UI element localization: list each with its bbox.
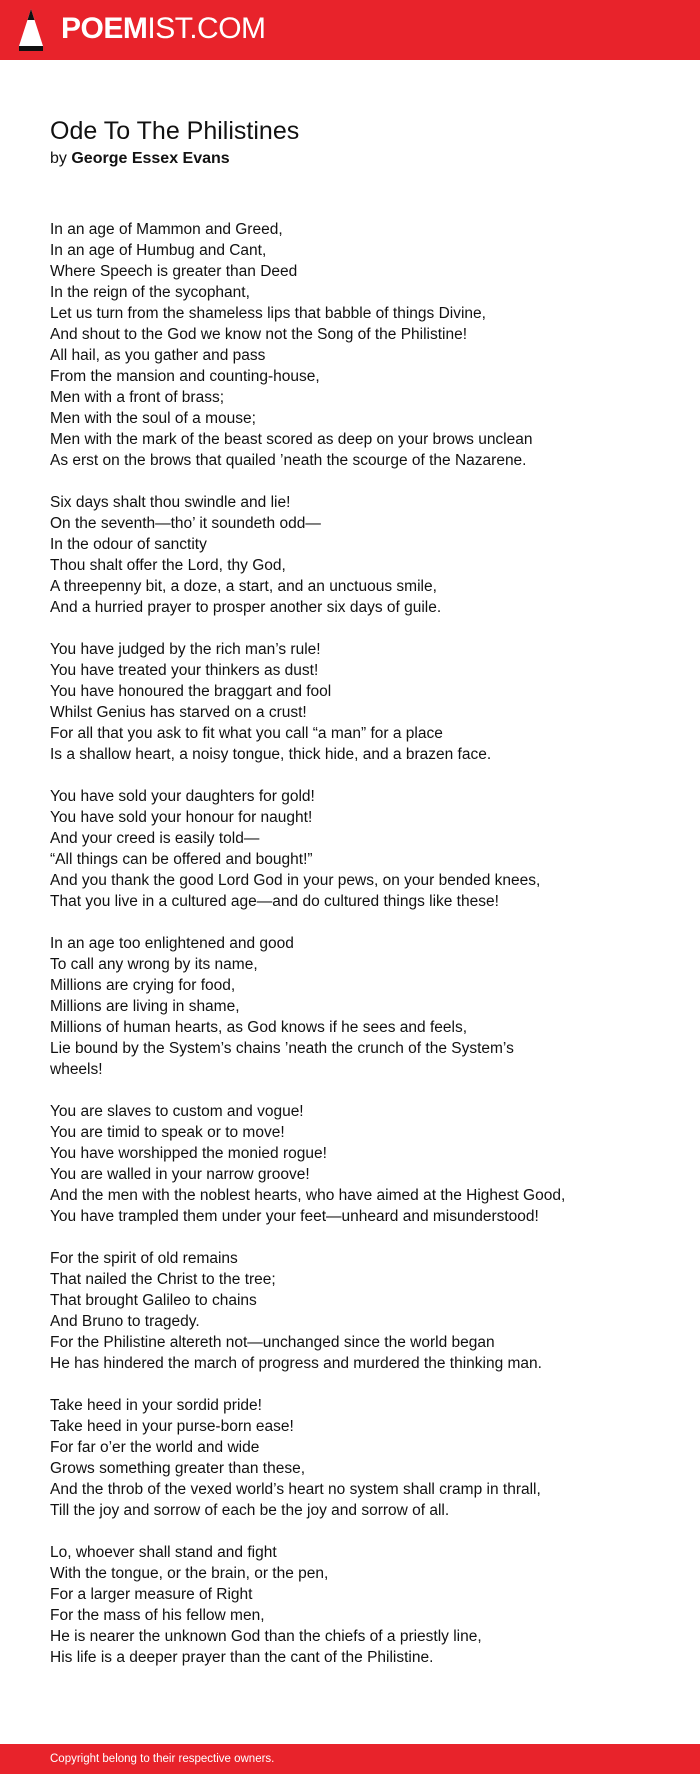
poem-line: wheels!: [50, 1061, 103, 1078]
poem-line: You have trampled them under your feet—unheard and misunderstood!: [50, 1208, 539, 1225]
poem-stanza: [50, 1101, 650, 1227]
logo-bold-text: POEM: [61, 12, 148, 45]
poem-line: Grows something greater than these,: [50, 1460, 306, 1477]
poem-line: For the mass of his fellow men,: [50, 1607, 265, 1624]
poem-line: Till the joy and sorrow of each be the joy and sorrow of all.: [50, 1502, 450, 1519]
poem-line: You are timid to speak or to move!: [50, 1124, 285, 1141]
poem-line: You have treated your thinkers as dust!: [50, 662, 319, 679]
poem-line: Take heed in your purse-born ease!: [50, 1418, 294, 1435]
poem-line: And you thank the good Lord God in your pews, on your bended knees,: [50, 872, 541, 889]
poem-line: That nailed the Christ to the tree;: [50, 1271, 276, 1288]
poem-line: “All things can be offered and bought!”: [50, 851, 313, 868]
poem-line: Lie bound by the System’s chains ’neath the crunch of the System’s: [50, 1040, 514, 1057]
logo-light-text: IST.COM: [147, 12, 266, 45]
poem-line: Lo, whoever shall stand and fight: [50, 1544, 277, 1561]
poem-author: George Essex Evans: [71, 150, 230, 167]
poem-line: And the men with the noblest hearts, who have aimed at the Highest Good,: [50, 1187, 566, 1204]
poem-line: In the reign of the sycophant,: [50, 284, 250, 301]
poem-line: In an age of Humbug and Cant,: [50, 242, 267, 259]
poem-line: For a larger measure of Right: [50, 1586, 253, 1603]
poem-line: All hail, as you gather and pass: [50, 347, 266, 364]
poem-line: Millions of human hearts, as God knows if he sees and feels,: [50, 1019, 467, 1036]
poem-line: Millions are living in shame,: [50, 998, 240, 1015]
poem-stanza: [50, 219, 650, 471]
poem-line: With the tongue, or the brain, or the pen,: [50, 1565, 329, 1582]
poem-line: You have sold your daughters for gold!: [50, 788, 315, 805]
poem-line: Is a shallow heart, a noisy tongue, thick hide, and a brazen face.: [50, 746, 492, 763]
poem-stanza: [50, 786, 650, 912]
poem-line: Millions are crying for food,: [50, 977, 236, 994]
poem-stanza: [50, 639, 650, 765]
poem-line: Six days shalt thou swindle and lie!: [50, 494, 291, 511]
poem-line: Men with the mark of the beast scored as deep on your brows unclean: [50, 431, 533, 448]
poem-line: And shout to the God we know not the Song of the Philistine!: [50, 326, 468, 343]
poem-line: You have worshipped the monied rogue!: [50, 1145, 327, 1162]
poem-line: And a hurried prayer to prosper another six days of guile.: [50, 599, 442, 616]
poem-line: You have honoured the braggart and fool: [50, 683, 332, 700]
poem-title: Ode To The Philistines: [50, 117, 300, 145]
site-logo[interactable]: [61, 9, 266, 49]
poem-line: As erst on the brows that quailed ’neath the scourge of the Nazarene.: [50, 452, 527, 469]
poem-line: Men with the soul of a mouse;: [50, 410, 256, 427]
poem-line: On the seventh—tho’ it soundeth odd—: [50, 515, 321, 532]
poem-stanza: [50, 1248, 650, 1374]
poem-line: Where Speech is greater than Deed: [50, 263, 298, 280]
poem-line: You have judged by the rich man’s rule!: [50, 641, 321, 658]
poem-line: Whilst Genius has starved on a crust!: [50, 704, 307, 721]
poem-line: And the throb of the vexed world’s heart no system shall cramp in thrall,: [50, 1481, 541, 1498]
poem-line: For the spirit of old remains: [50, 1250, 238, 1267]
poem-stanza: [50, 933, 650, 1080]
copyright-notice: Copyright belong to their respective owners.: [50, 1753, 275, 1765]
poem-line: To call any wrong by its name,: [50, 956, 258, 973]
poem-line: Take heed in your sordid pride!: [50, 1397, 262, 1414]
poem-line: You are walled in your narrow groove!: [50, 1166, 310, 1183]
poem-line: A threepenny bit, a doze, a start, and an unctuous smile,: [50, 578, 437, 595]
poem-line: In an age of Mammon and Greed,: [50, 221, 283, 238]
poem-line: And Bruno to tragedy.: [50, 1313, 200, 1330]
poem-line: For far o’er the world and wide: [50, 1439, 260, 1456]
poem-stanza: [50, 1542, 650, 1668]
poem-line: That brought Galileo to chains: [50, 1292, 257, 1309]
poem-body: [50, 219, 650, 1689]
poem-stanza: [50, 492, 650, 618]
byline: [50, 148, 230, 170]
poem-line: From the mansion and counting-house,: [50, 368, 320, 385]
poem-line: Thou shalt offer the Lord, thy God,: [50, 557, 286, 574]
poem-line: And your creed is easily told—: [50, 830, 260, 847]
by-label: by: [50, 150, 67, 167]
poem-line: That you live in a cultured age—and do cultured things like these!: [50, 893, 499, 910]
pencil-tip-icon: [17, 8, 45, 52]
poem-line: He is nearer the unknown God than the chiefs of a priestly line,: [50, 1628, 482, 1645]
poem-line: Men with a front of brass;: [50, 389, 225, 406]
poem-line: You have sold your honour for naught!: [50, 809, 313, 826]
site-footer: [0, 1744, 700, 1774]
poem-line: Let us turn from the shameless lips that babble of things Divine,: [50, 305, 486, 322]
poem-line: In the odour of sanctity: [50, 536, 207, 553]
site-header: [0, 0, 700, 60]
poem-line: His life is a deeper prayer than the cant of the Philistine.: [50, 1649, 434, 1666]
poem-line: He has hindered the march of progress and murdered the thinking man.: [50, 1355, 542, 1372]
poem-line: You are slaves to custom and vogue!: [50, 1103, 304, 1120]
poem-line: For all that you ask to fit what you call “a man” for a place: [50, 725, 443, 742]
poem-line: In an age too enlightened and good: [50, 935, 294, 952]
poem-line: For the Philistine altereth not—unchanged since the world began: [50, 1334, 495, 1351]
poem-stanza: [50, 1395, 650, 1521]
